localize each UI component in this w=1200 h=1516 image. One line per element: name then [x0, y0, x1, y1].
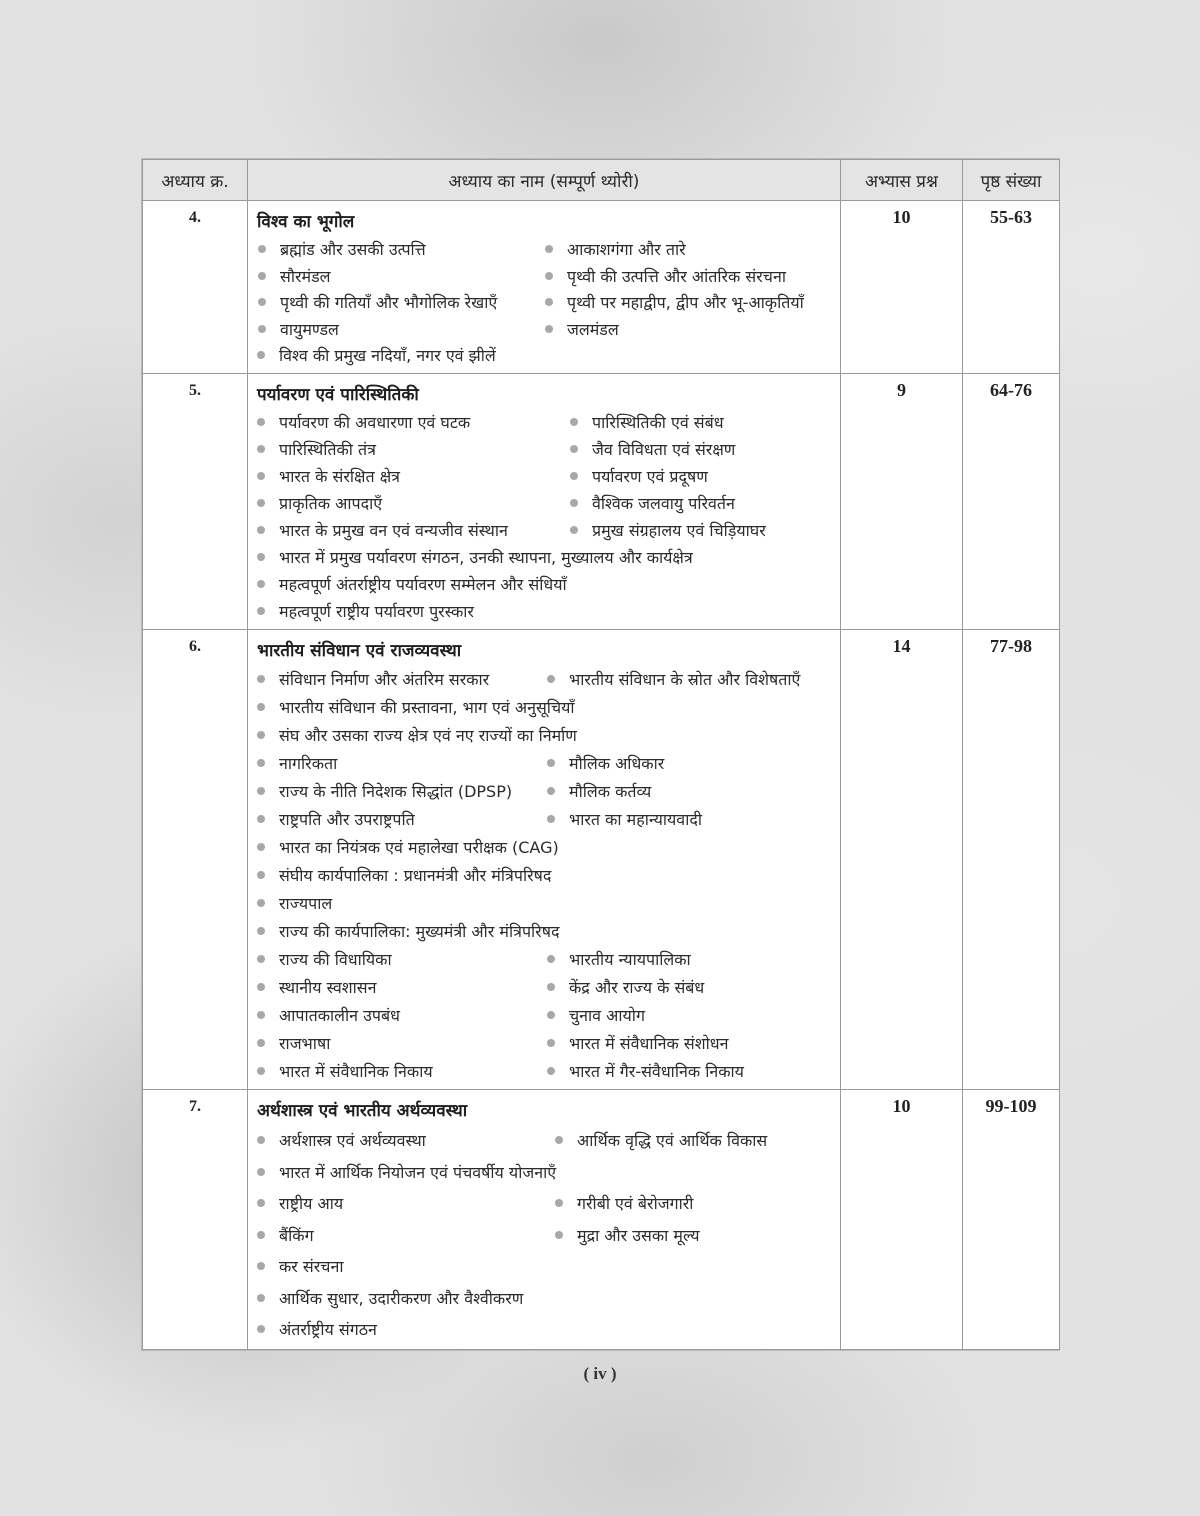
- list-item: [257, 1192, 555, 1214]
- topic-text: संघीय कार्यपालिका : प्रधानमंत्री और मंत्रिपरिषद: [279, 865, 552, 885]
- list-item: [570, 438, 735, 460]
- chapter-title: भारतीय संविधान एवं राजव्यवस्था: [257, 640, 462, 661]
- chapter-number: 5.: [143, 373, 248, 629]
- topic-line: [257, 544, 834, 571]
- list-item: [570, 492, 735, 514]
- topic-text: अर्थशास्त्र एवं अर्थव्यवस्था: [279, 1131, 426, 1151]
- list-item: [257, 724, 834, 746]
- list-item: [257, 265, 545, 287]
- topic-text: भारत में आर्थिक नियोजन एवं पंचवर्षीय योजनाएँ: [279, 1162, 557, 1182]
- topic-line: [257, 571, 834, 598]
- topic-line: [257, 973, 834, 1001]
- topic-text: राज्य के नीति निदेशक सिद्धांत (DPSP): [279, 781, 513, 801]
- topic-line: [257, 490, 834, 517]
- table-header-row: [143, 160, 1060, 201]
- topic-text: पृथ्वी की उत्पत्ति और आंतरिक संरचना: [567, 266, 786, 286]
- chapter-number: 6.: [143, 629, 248, 1089]
- page-number-footer: ( iv ): [583, 1364, 617, 1383]
- list-item: [555, 1129, 767, 1151]
- list-item: [257, 1318, 834, 1340]
- topic-text: महत्वपूर्ण राष्ट्रीय पर्यावरण पुरस्कार: [279, 602, 474, 621]
- list-item: [257, 696, 834, 718]
- bullet-icon: [257, 955, 265, 963]
- bullet-icon: [257, 607, 265, 615]
- topic-line: [257, 1156, 834, 1188]
- list-item: [570, 411, 724, 433]
- chapter-content: [248, 629, 841, 1089]
- list-item: [257, 948, 547, 970]
- bullet-icon: [545, 245, 553, 253]
- contents-table: [142, 159, 1060, 1350]
- bullet-icon: [547, 1011, 555, 1019]
- topic-text: जैव विविधता एवं संरक्षण: [592, 440, 736, 459]
- bullet-icon: [555, 1231, 563, 1239]
- topic-line: [257, 263, 834, 290]
- topic-text: प्राकृतिक आपदाएँ: [279, 494, 383, 513]
- bullet-icon: [547, 1067, 555, 1075]
- bullet-icon: [257, 983, 265, 991]
- bullet-icon: [547, 983, 555, 991]
- topic-text: भारत के प्रमुख वन एवं वन्यजीव संस्थान: [279, 521, 508, 540]
- page-range: 77-98: [963, 629, 1060, 1089]
- list-item: [257, 780, 547, 802]
- header-chapter-no: अध्याय क्र.: [143, 160, 248, 201]
- bullet-icon: [257, 1067, 265, 1075]
- list-item: [257, 238, 545, 260]
- list-item: [257, 291, 545, 313]
- bullet-icon: [555, 1136, 563, 1144]
- bullet-icon: [570, 499, 578, 507]
- bullet-icon: [545, 325, 553, 333]
- topic-text: ब्रह्मांड और उसकी उत्पत्ति: [280, 240, 426, 260]
- list-item: [257, 546, 834, 568]
- chapter-content: [248, 1089, 841, 1350]
- bullet-icon: [257, 526, 265, 534]
- bullet-icon: [555, 1199, 563, 1207]
- practice-question-count: 14: [841, 629, 963, 1089]
- topic-line: [257, 316, 834, 343]
- topic-line: [257, 409, 834, 436]
- topic-text: मौलिक अधिकार: [569, 753, 665, 773]
- list-item: [547, 976, 704, 998]
- list-item: [257, 1129, 555, 1151]
- list-item: [555, 1192, 693, 1214]
- topic-line: [257, 749, 834, 777]
- topic-line: [257, 833, 834, 861]
- topic-text: भारत में संवैधानिक निकाय: [279, 1061, 433, 1081]
- topic-text: भारतीय संविधान के स्रोत और विशेषताएँ: [569, 669, 801, 689]
- topic-line: [257, 517, 834, 544]
- list-item: [257, 836, 834, 858]
- list-item: [545, 238, 686, 260]
- list-item: [547, 808, 702, 830]
- topic-text: अंतर्राष्ट्रीय संगठन: [279, 1320, 377, 1340]
- table-row: [143, 373, 1060, 629]
- topic-line: [257, 1251, 834, 1283]
- topic-line: [257, 805, 834, 833]
- chapter-number: 4.: [143, 201, 248, 374]
- list-item: [547, 948, 691, 970]
- chapter-content: [248, 201, 841, 374]
- bullet-icon: [257, 351, 265, 359]
- topic-line: [257, 693, 834, 721]
- list-item: [257, 1161, 834, 1183]
- topic-text: मौलिक कर्तव्य: [569, 781, 652, 801]
- list-item: [545, 265, 786, 287]
- list-item: [547, 1032, 728, 1054]
- topic-line: [257, 436, 834, 463]
- topic-text: आपातकालीन उपबंध: [279, 1005, 400, 1025]
- topic-text: भारत में प्रमुख पर्यावरण संगठन, उनकी स्थापना, मुख्यालय और कार्यक्षेत्र: [279, 548, 693, 567]
- list-item: [257, 1287, 834, 1309]
- topic-text: स्थानीय स्वशासन: [279, 977, 377, 997]
- bullet-icon: [257, 731, 265, 739]
- bullet-icon: [258, 325, 266, 333]
- list-item: [257, 1224, 555, 1246]
- topic-line: [257, 1029, 834, 1057]
- topic-line: [257, 1314, 834, 1346]
- topic-text: मुद्रा और उसका मूल्य: [577, 1225, 700, 1245]
- topic-text: नागरिकता: [279, 753, 338, 773]
- list-item: [257, 1032, 547, 1054]
- topic-text: केंद्र और राज्य के संबंध: [569, 977, 705, 997]
- bullet-icon: [547, 815, 555, 823]
- chapter-title: अर्थशास्त्र एवं भारतीय अर्थव्यवस्था: [257, 1100, 468, 1121]
- list-item: [257, 752, 547, 774]
- bullet-icon: [257, 759, 265, 767]
- topic-text: राज्य की कार्यपालिका: मुख्यमंत्री और मंत्रिपरिषद: [279, 921, 560, 941]
- table-row: [143, 201, 1060, 374]
- bullet-icon: [257, 472, 265, 480]
- topic-line: [257, 1125, 834, 1157]
- list-item: [257, 411, 570, 433]
- bullet-icon: [570, 418, 578, 426]
- list-item: [257, 808, 547, 830]
- list-item: [257, 519, 570, 541]
- topic-text: वायुमण्डल: [280, 319, 339, 339]
- topic-line: [257, 777, 834, 805]
- list-item: [257, 573, 834, 595]
- topic-line: [257, 721, 834, 749]
- list-item: [547, 1060, 744, 1082]
- header-page-numbers: पृष्ठ संख्या: [963, 160, 1060, 201]
- topic-line: [257, 463, 834, 490]
- table-row: [143, 629, 1060, 1089]
- bullet-icon: [257, 1039, 265, 1047]
- bullet-icon: [257, 1294, 265, 1302]
- topic-text: आर्थिक वृद्धि एवं आर्थिक विकास: [577, 1131, 768, 1151]
- topic-line: [257, 1219, 834, 1251]
- list-item: [570, 519, 766, 541]
- topic-line: [257, 342, 834, 369]
- topic-text: पारिस्थितिकी एवं संबंध: [592, 413, 724, 432]
- topic-line: [257, 665, 834, 693]
- bullet-icon: [257, 703, 265, 711]
- topic-text: गरीबी एवं बेरोजगारी: [577, 1194, 694, 1214]
- list-item: [257, 318, 545, 340]
- bullet-icon: [547, 675, 555, 683]
- page-range: 55-63: [963, 201, 1060, 374]
- topic-line: [257, 598, 834, 625]
- list-item: [257, 1004, 547, 1026]
- bullet-icon: [257, 871, 265, 879]
- topic-text: पृथ्वी की गतियाँ और भौगोलिक रेखाएँ: [280, 293, 498, 313]
- list-item: [257, 920, 834, 942]
- topic-line: [257, 917, 834, 945]
- topic-text: पर्यावरण की अवधारणा एवं घटक: [279, 413, 471, 432]
- topic-line: [257, 236, 834, 263]
- topic-text: भारत के संरक्षित क्षेत्र: [279, 467, 401, 486]
- list-item: [257, 492, 570, 514]
- list-item: [257, 438, 570, 460]
- topic-text: जलमंडल: [567, 319, 619, 339]
- bullet-icon: [257, 1325, 265, 1333]
- bullet-icon: [257, 580, 265, 588]
- list-item: [257, 1060, 547, 1082]
- bullet-icon: [257, 1136, 265, 1144]
- bullet-icon: [257, 1011, 265, 1019]
- list-item: [257, 344, 834, 366]
- topic-line: [257, 861, 834, 889]
- bullet-icon: [257, 418, 265, 426]
- header-practice-questions: अभ्यास प्रश्न: [841, 160, 963, 201]
- bullet-icon: [570, 526, 578, 534]
- list-item: [257, 864, 834, 886]
- topic-line: [257, 1057, 834, 1085]
- bullet-icon: [257, 1262, 265, 1270]
- topic-text: आकाशगंगा और तारे: [567, 240, 686, 260]
- topic-line: [257, 1282, 834, 1314]
- topic-text: प्रमुख संग्रहालय एवं चिड़ियाघर: [592, 521, 766, 540]
- bullet-icon: [257, 927, 265, 935]
- topic-text: भारत में संवैधानिक संशोधन: [569, 1033, 729, 1053]
- topic-text: संविधान निर्माण और अंतरिम सरकार: [279, 669, 490, 689]
- bullet-icon: [258, 272, 266, 280]
- topic-text: आर्थिक सुधार, उदारीकरण और वैश्वीकरण: [279, 1288, 524, 1308]
- practice-question-count: 10: [841, 201, 963, 374]
- bullet-icon: [257, 815, 265, 823]
- list-item: [257, 892, 834, 914]
- topic-text: कर संरचना: [279, 1257, 344, 1277]
- list-item: [257, 1255, 834, 1277]
- topic-text: चुनाव आयोग: [569, 1005, 645, 1025]
- bullet-icon: [258, 245, 266, 253]
- list-item: [570, 465, 708, 487]
- list-item: [257, 976, 547, 998]
- bullet-icon: [547, 955, 555, 963]
- bullet-icon: [547, 1039, 555, 1047]
- bullet-icon: [570, 472, 578, 480]
- list-item: [257, 600, 834, 622]
- list-item: [257, 465, 570, 487]
- topic-text: राष्ट्रीय आय: [279, 1194, 344, 1214]
- page-range: 99-109: [963, 1089, 1060, 1350]
- list-item: [555, 1224, 700, 1246]
- topic-text: विश्व की प्रमुख नदियाँ, नगर एवं झीलें: [279, 346, 496, 366]
- list-item: [545, 291, 804, 313]
- topic-text: राजभाषा: [279, 1033, 331, 1053]
- practice-question-count: 10: [841, 1089, 963, 1350]
- page-range: 64-76: [963, 373, 1060, 629]
- list-item: [547, 1004, 645, 1026]
- topic-line: [257, 945, 834, 973]
- topic-text: महत्वपूर्ण अंतर्राष्ट्रीय पर्यावरण सम्मेलन और संधियाँ: [279, 575, 567, 594]
- practice-question-count: 9: [841, 373, 963, 629]
- contents-sheet: [142, 159, 1059, 1350]
- chapter-title: विश्व का भूगोल: [257, 212, 355, 232]
- bullet-icon: [547, 759, 555, 767]
- chapter-content: [248, 373, 841, 629]
- bullet-icon: [257, 787, 265, 795]
- bullet-icon: [547, 787, 555, 795]
- bullet-icon: [545, 272, 553, 280]
- topic-text: पृथ्वी पर महाद्वीप, द्वीप और भू-आकृतियाँ: [567, 293, 804, 313]
- topic-text: सौरमंडल: [280, 266, 331, 286]
- header-chapter-name: अध्याय का नाम (सम्पूर्ण थ्योरी): [248, 160, 841, 201]
- bullet-icon: [257, 445, 265, 453]
- topic-text: भारतीय न्यायपालिका: [569, 949, 691, 969]
- topic-text: बैंकिंग: [279, 1225, 314, 1245]
- topic-text: भारतीय संविधान की प्रस्तावना, भाग एवं अनुसूचियाँ: [279, 697, 575, 717]
- topic-text: राज्यपाल: [279, 893, 333, 913]
- chapter-title: पर्यावरण एवं पारिस्थितिकी: [257, 384, 419, 405]
- list-item: [545, 318, 619, 340]
- table-row: [143, 1089, 1060, 1350]
- bullet-icon: [258, 298, 266, 306]
- list-item: [257, 668, 547, 690]
- topic-text: राज्य की विधायिका: [279, 949, 392, 969]
- list-item: [547, 752, 664, 774]
- bullet-icon: [257, 899, 265, 907]
- list-item: [547, 780, 651, 802]
- topic-line: [257, 1001, 834, 1029]
- topic-text: भारत का महान्यायवादी: [569, 809, 702, 829]
- topic-line: [257, 889, 834, 917]
- topic-line: [257, 289, 834, 316]
- bullet-icon: [570, 445, 578, 453]
- topic-text: भारत का नियंत्रक एवं महालेखा परीक्षक (CAG): [279, 837, 559, 857]
- topic-text: भारत में गैर-संवैधानिक निकाय: [569, 1061, 744, 1081]
- bullet-icon: [257, 1168, 265, 1176]
- topic-text: संघ और उसका राज्य क्षेत्र एवं नए राज्यों का निर्माण: [279, 725, 577, 745]
- topic-text: पारिस्थितिकी तंत्र: [279, 440, 376, 459]
- bullet-icon: [257, 675, 265, 683]
- list-item: [547, 668, 800, 690]
- chapter-number: 7.: [143, 1089, 248, 1350]
- bullet-icon: [257, 843, 265, 851]
- bullet-icon: [545, 298, 553, 306]
- bullet-icon: [257, 553, 265, 561]
- bullet-icon: [257, 499, 265, 507]
- topic-text: वैश्विक जलवायु परिवर्तन: [592, 494, 735, 513]
- topic-text: पर्यावरण एवं प्रदूषण: [592, 467, 708, 486]
- topic-text: राष्ट्रपति और उपराष्ट्रपति: [279, 809, 415, 829]
- topic-line: [257, 1188, 834, 1220]
- bullet-icon: [257, 1199, 265, 1207]
- bullet-icon: [257, 1231, 265, 1239]
